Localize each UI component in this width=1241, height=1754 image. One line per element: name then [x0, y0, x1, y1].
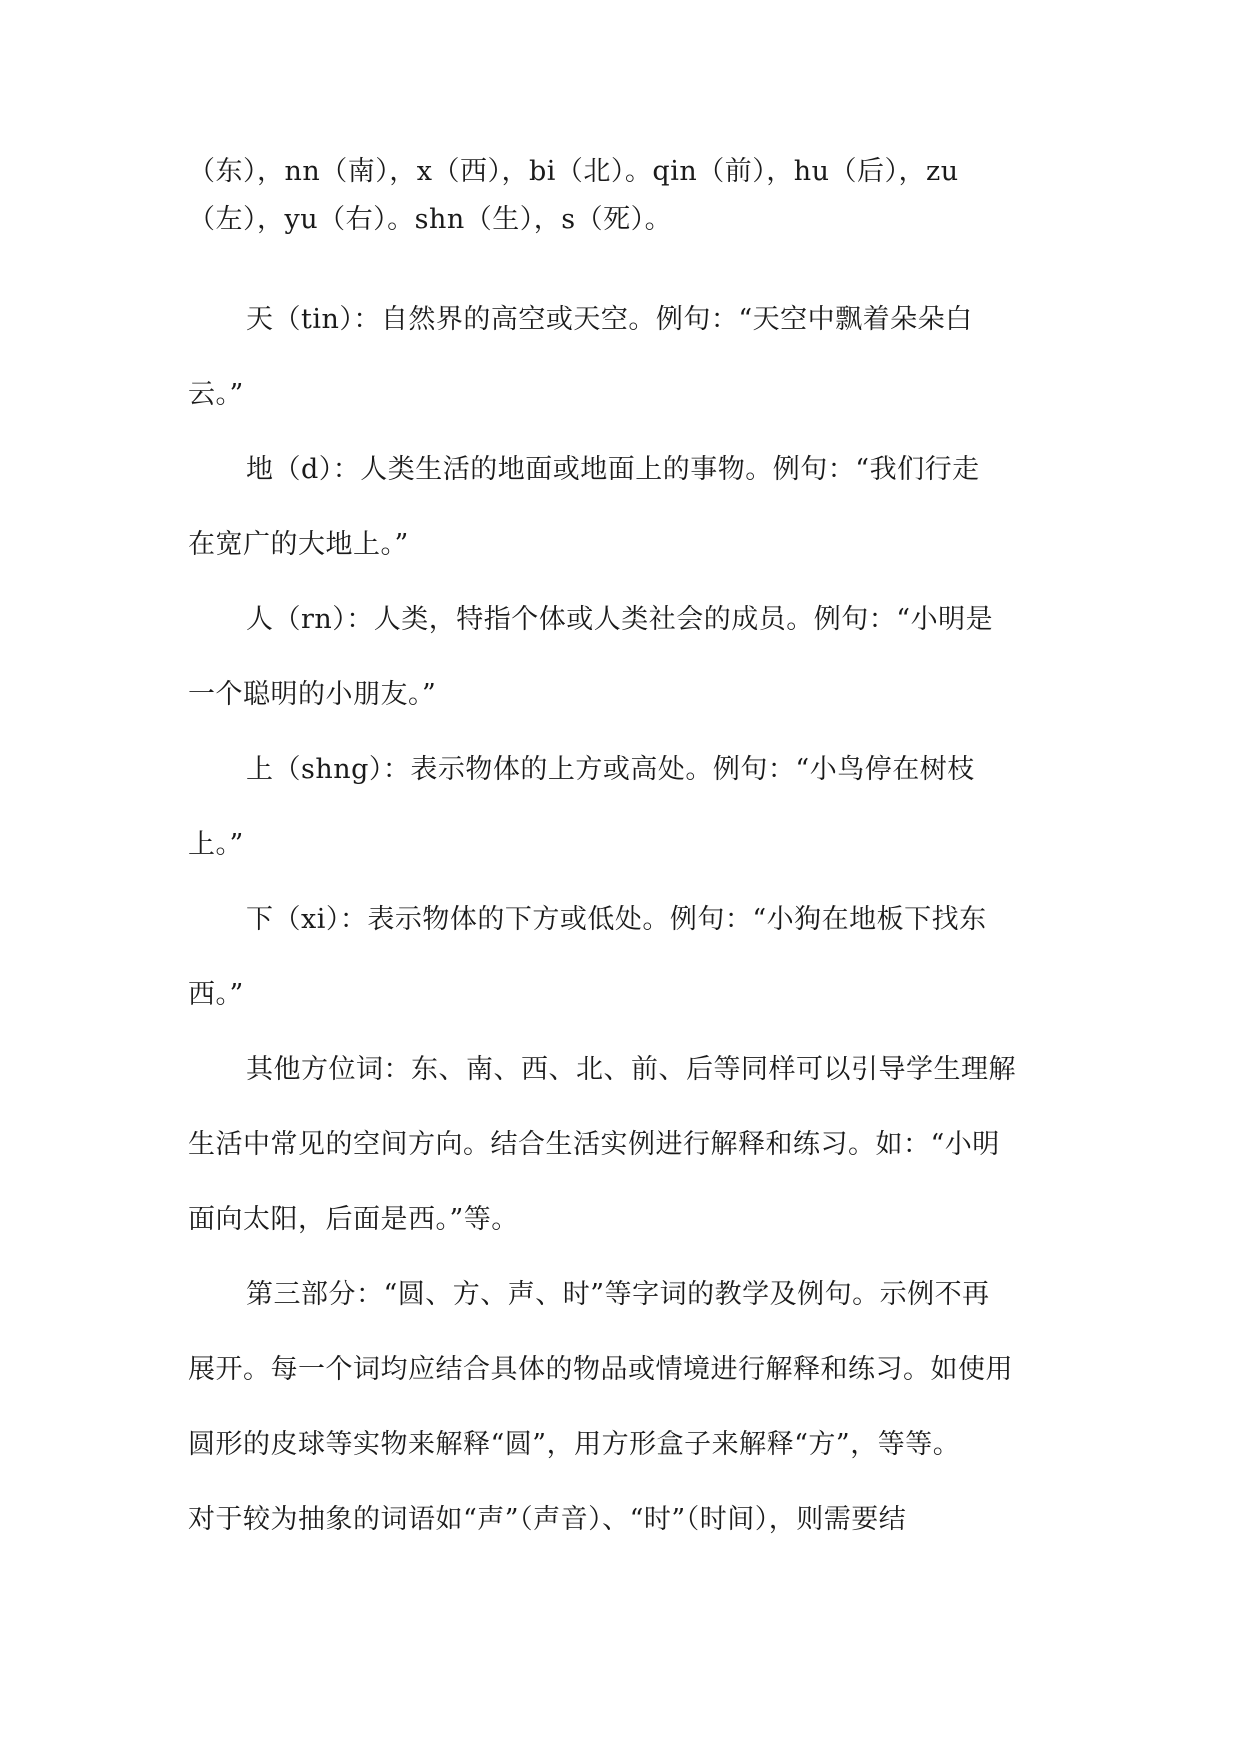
text-line: （东），nn（南），x（西），bi（北）。qin（前），hu（后），zu	[188, 156, 959, 187]
text-line: 下（xi）：表示物体的下方或低处。例句：“小狗在地板下找东	[246, 904, 987, 935]
text-line: 生活中常见的空间方向。结合生活实例进行解释和练习。如：“小明	[188, 1129, 1000, 1160]
text-line: 天（tin）：自然界的高空或天空。例句：“天空中飘着朵朵白	[246, 304, 973, 335]
text-line: 云。”	[188, 379, 244, 410]
text-line: 在宽广的大地上。”	[188, 529, 409, 560]
text-line: 第三部分：“圆、方、声、时”等字词的教学及例句。示例不再	[246, 1279, 990, 1310]
text-line: 其他方位词：东、南、西、北、前、后等同样可以引导学生理解	[246, 1054, 1016, 1085]
text-line: 对于较为抽象的词语如“声”（声音）、“时”（时间），则需要结	[188, 1504, 907, 1535]
text-line: 人（rn）：人类，特指个体或人类社会的成员。例句：“小明是	[246, 604, 994, 635]
text-line: 面向太阳，后面是西。”等。	[188, 1204, 519, 1235]
text-line: 圆形的皮球等实物来解释“圆”，用方形盒子来解释“方”，等等。	[188, 1429, 961, 1460]
text-line: 上（shng）：表示物体的上方或高处。例句：“小鸟停在树枝	[246, 754, 975, 785]
text-line: 西。”	[188, 979, 244, 1010]
text-line: 一个聪明的小朋友。”	[188, 679, 437, 710]
text-line: 上。”	[188, 829, 244, 860]
text-line: 展开。每一个词均应结合具体的物品或情境进行解释和练习。如使用	[188, 1354, 1013, 1385]
text-line: （左），yu（右）。shn（生），s（死）。	[188, 204, 673, 235]
text-line: 地（d）：人类生活的地面或地面上的事物。例句：“我们行走	[246, 454, 980, 485]
